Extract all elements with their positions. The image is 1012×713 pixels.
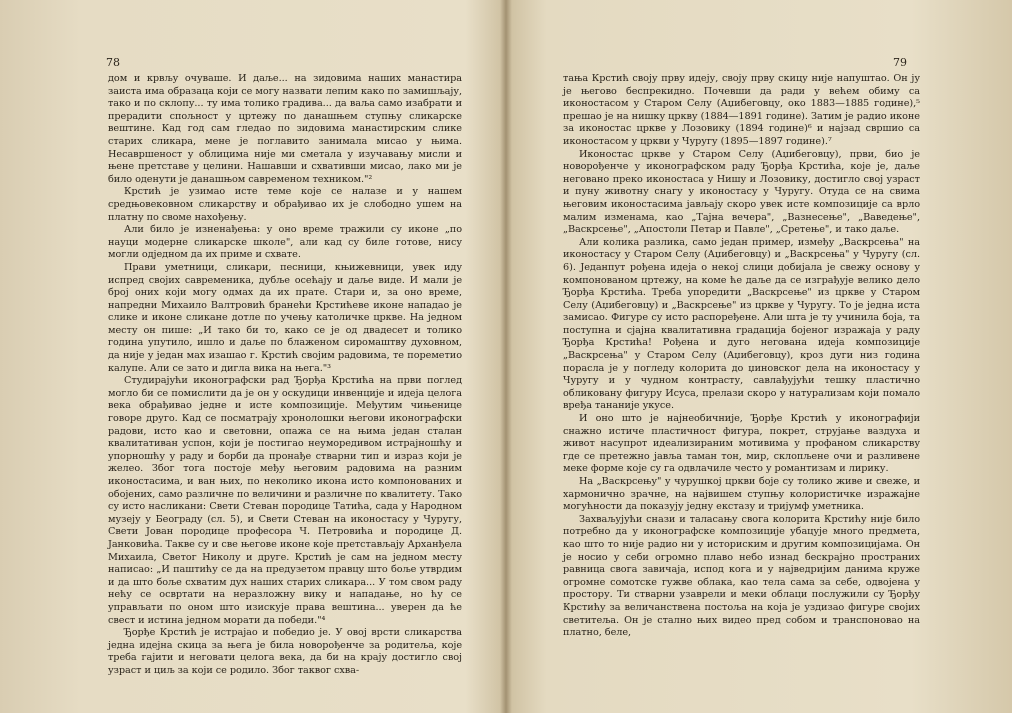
paragraph: дом и крвљу очуваше. И даље... на зидовима наших манастира заиста има образаца који се могу назвати лепим како по замишљају, тако и по склопу... ту има толико градива... да ваља само изабрати и прерадити спољност у цртежу по данашњем ступњу сликарске вештине. Кад год сам гледао по зидовима манастирским слике старих сликара, мене је поглавито занимала мисао у њима. Несавршеност у облицима није ми сметала у изучавању мисли и њене претставе у целини. Нашавши и схвативши мисао, лако ми је било оденути је данашњом савременом техником."²: [108, 73, 462, 185]
paragraph: Студирајући иконографски рад Ђорђа Крстића на први поглед могло би се помислити да је он у оскудици инвенције и идеја целога века обрађивао једне и исте композиције. Међутим чињенице говоре друго. Кад се посматрају хронолошки његови иконографски радови, исто као и световни, опажа се на њима један сталан квалитативан успон, који је постигао неуморедивом истрајношћу и упорношћу у раду и борби да пронађе стварни тип и израз који је желео. Због тога постоје међу његовим радовима на разним иконостасима, и ван њих, по неколико икона исто компонованих и обојених, само различне по величини и различне по квалитету. Тако су исто насликани: Свети Стеван породице Татића, сада у Народном музеју у Београду (сл. 5), и Свети Стеван на иконостасу у Чуругу, Свети Јован породице професора Ч. Петровића и породице Д. Јанковића. Такве су и све његове иконе које претстављају Арханђела Михаила, Светог Николу и друге. Крстић је сам на једном месту написао: „И паштићу се да на предузетом правцу што боље утврдим и да што боље схватим дух наших старих сликара... У том свом раду нећу се освртати на неразложну вику и нападање, но ћу се управљати по оном што изискује права вештина... уверен да ће свест и истина једном морати да победи."⁴: [108, 375, 462, 626]
paragraph: Захваљујући снази и таласању свога колорита Крстићу није било потребно да у иконографске композиције убацује много предмета, као што то није радио ни у историским и другим композицијама. Он је носио у себи огромно плаво небо изнад бескрајно пространих равница свога завичаја, испод кога и у најведријим данима круже огромне сомотске гужве облака, као тела сама за себе, одвојена у простору. Ти стварни узаврели и меки облаци послужили су Ђорђу Крстићу за величанствена постоља на која је уздизао фигуре својих светитеља. Он је стално њих видео пред собом и транспоновао на платно, беле,: [563, 513, 920, 639]
left-page: [0, 0, 505, 713]
paragraph: тања Крстић своју прву идеју, своју прву скицу није напуштао. Он ју је његово беспрекидно. Почевши да ради у већем обиму са иконостасом у Старом Селу (Аџибеговцу, око 1883—1885 године),⁵ прешао је на нишку цркву (1884—1891 године). Затим је радио иконе за иконостас цркве у Лозовику (1894 године)⁶ и најзад свршио са иконостасом у цркви у Чуругу (1895—1897 године).⁷: [563, 73, 920, 147]
paragraph: Али било је изненађења: у оно време тражили су иконе „по науци модерне сликарске школе", али кад су биле готове, нису могли одједном да их приме и схвате.: [108, 224, 462, 261]
paragraph: Ђорђе Крстић је истрајао и победио је. У овој врсти сликарства једна идејна скица за њега је била новорођенче за родитеља, које треба гајити и неговати целога века, да би на крају достигло свој узраст и циљ за који се родило. Због таквог схва-: [108, 627, 462, 676]
paragraph: Прави уметници, сликари, песници, књижевници, увек иду испред својих савременика, дубље осећају и даље виде. И мали је број оних који могу одмах да их прате. Стари и, за оно време, напредни Михаило Валтровић бранећи Крстићеве иконе нападао је слике и иконе сликане дотле по учењу католичке цркве. На једном месту он пише: „И тако би то, како се је од двадесет и толико година упутило, ишло и даље по блаженом сиромаштву духовном, да није у један мах изашао г. Крстић својим радовима, те пореметио калупе. Али се зато и дигла вика на њега."³: [108, 261, 462, 374]
paragraph: На „Васкрсењу" у чурушкој цркви боје су толико живе и свеже, и хармонично зрачне, на највишем ступњу колористичке изражајне могућности да показују једну екстазу и тријумф уметника.: [563, 476, 920, 513]
left-page-text: [108, 73, 462, 678]
right-page-text: [563, 73, 920, 640]
right-page: [507, 0, 1012, 713]
paragraph: Али колика разлика, само један пример, између „Васкрсења" на иконостасу у Старом Селу (Аџибеговцу) и „Васкрсења" у Чуругу (сл. 6). Једанпут рођена идеја о некој слици добијала је свежу основу у компонованом цртежу, на коме ће даље да се изграђује велико дело Ђорђа Крстића. Треба упоредити „Васкрсење" из цркве у Старом Селу (Аџибеговцу) и „Васкрсење" из цркве у Чуругу. То је једна иста замисао. Фигуре су исто распоређене. Али шта је ту учинила боја, та поступна и сјајна квалитативна градација бојеног изражаја у раду Ђорђа Крстића! Рођена и дуго негована идеја композиције „Васкрсења" у Старом Селу (Аџибеговцу), кроз дуги низ година порасла је у погледу колорита до џиновског дела на иконостасу у Чуругу и у чудном контрасту, савлађујући тешку пластично обликовану фигуру Исуса, прелази скоро у натурализам који помало вређа тананије укусе.: [563, 236, 920, 412]
paragraph: Крстић је узимао исте теме које се налазе и у нашем средњовековном сликарству и обрађивао их је слободно ушем на платну по своме нахођењу.: [108, 186, 462, 223]
paragraph: И оно што је најнеобичније, Ђорђе Крстић у иконографији снажно истиче пластичност фигура, покрет, струјање ваздуха и живот насупрот идеализираним мотивима у профаном сликарству где се претежно јавља таман тон, мир, склопљене очи и разливене меке форме које су га одвлачиле често у романтизам и лирику.: [563, 413, 920, 475]
right-page-number: 79: [893, 56, 907, 69]
paragraph: Иконостас цркве у Старом Селу (Аџибеговцу), први, био је новорођенче у иконографском раду Ђорђа Крстића, које је, даље неговано преко иконостаса у Нишу и Лозовику, достигло свој узраст и пуну животну снагу у иконостасу у Чуругу. Отуда се на свима његовим иконостасима јављају скоро увек исте композиције са врло малим изменама, као „Тајна вечера", „Вазнесење", „Ваведење", „Васкрсење", „Апостоли Петар и Павле", „Сретење", и тако даље.: [563, 148, 920, 236]
left-page-number: 78: [106, 56, 120, 69]
